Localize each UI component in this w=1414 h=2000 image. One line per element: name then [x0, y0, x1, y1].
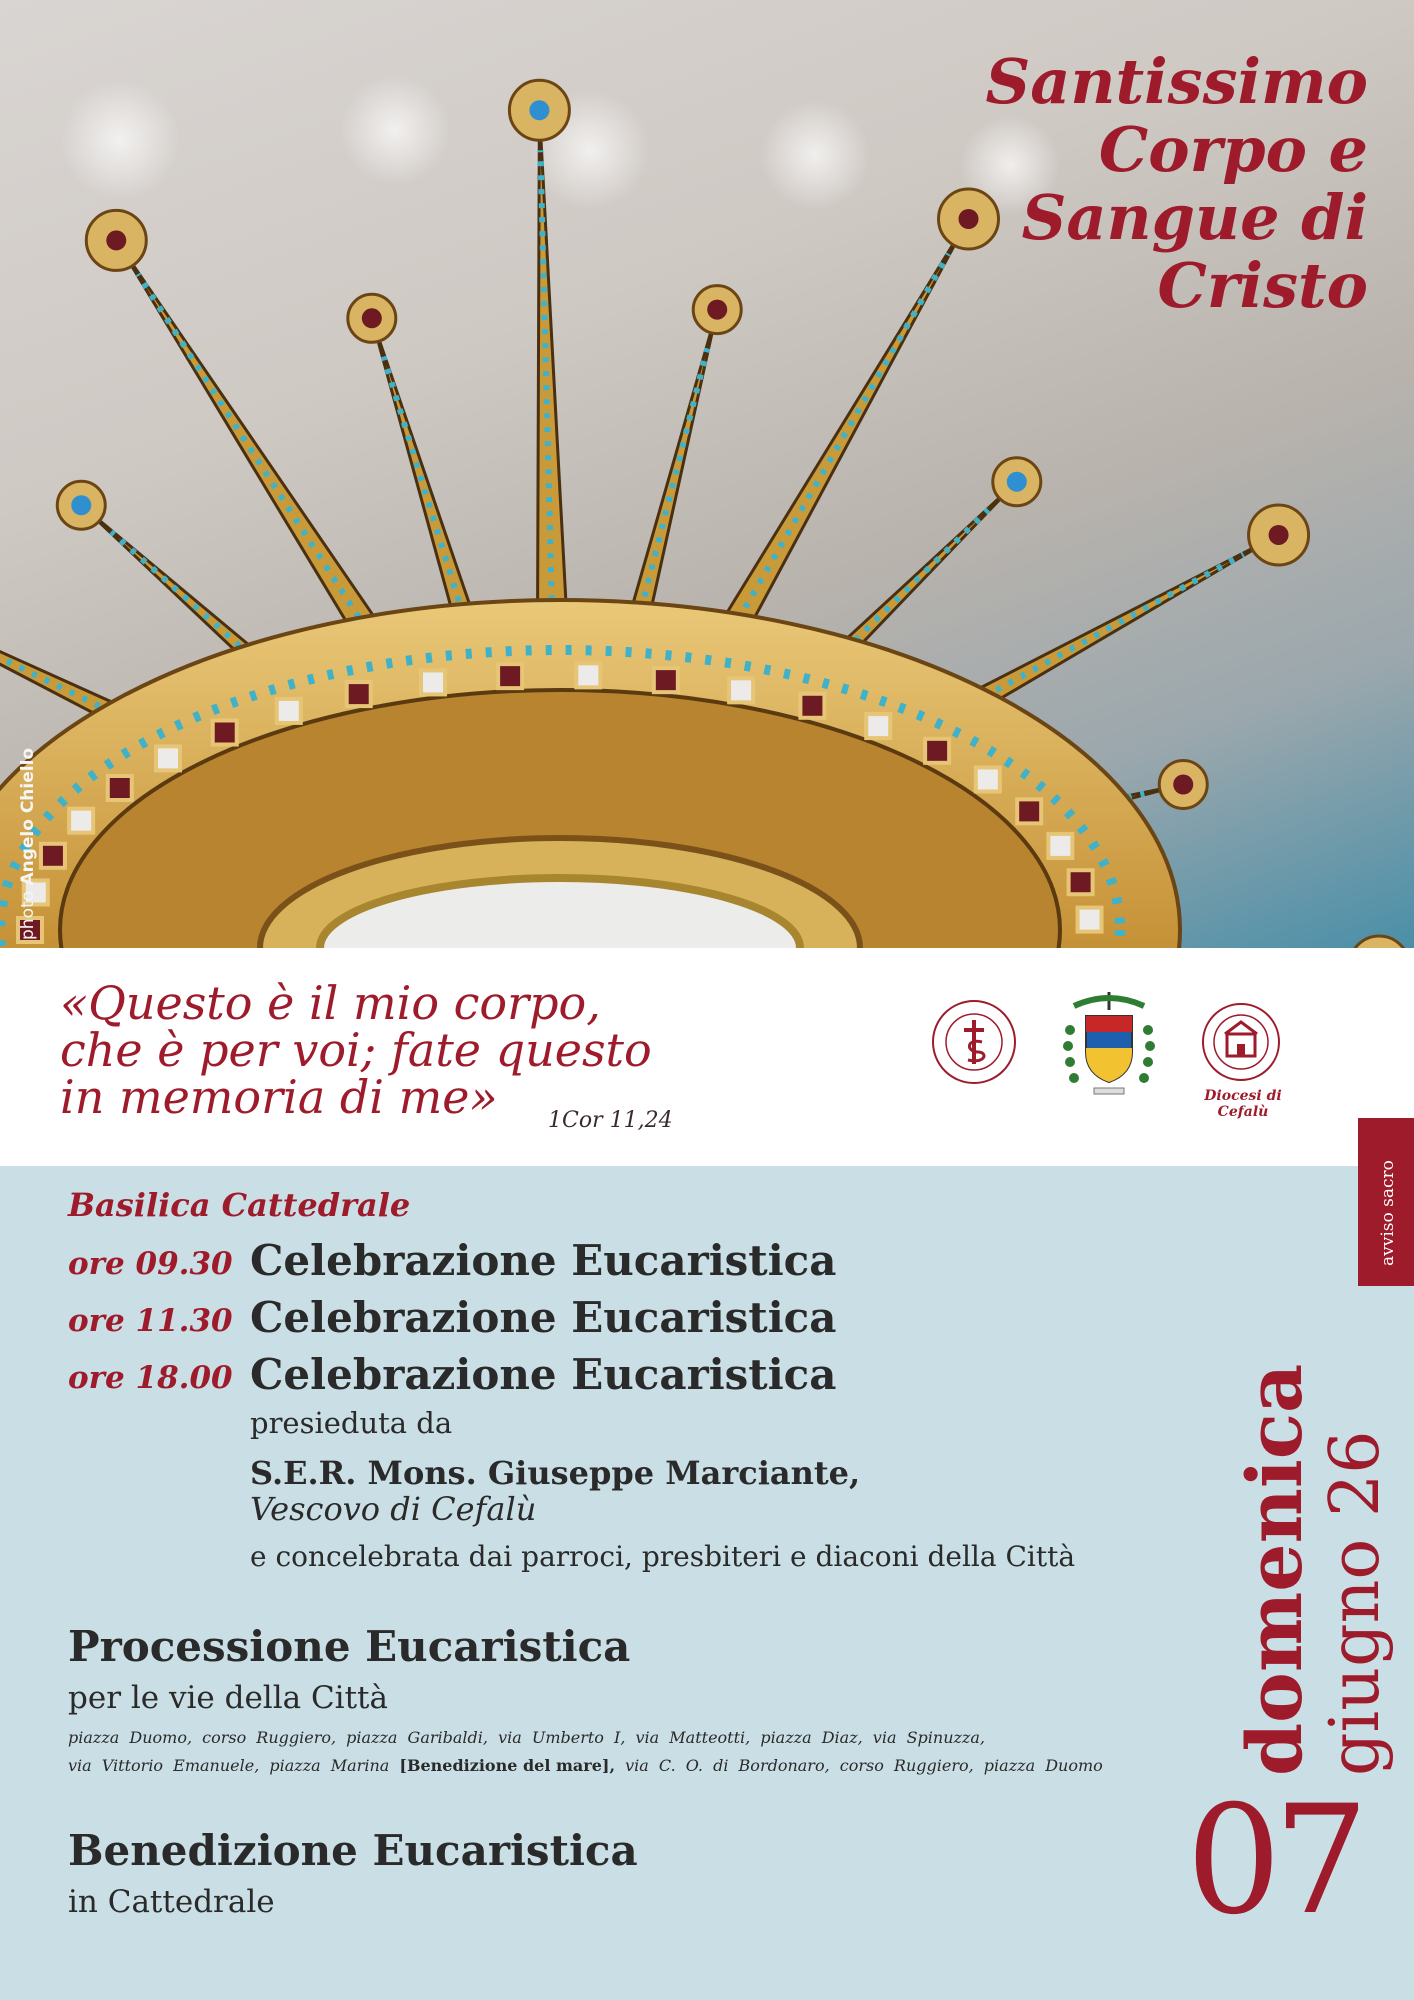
- photo-credit: photo Angelo Chiello: [18, 747, 38, 940]
- date-weekday: domenica: [1230, 1363, 1319, 1776]
- hero-photo: [0, 0, 1414, 948]
- mass-label: Celebrazione Eucaristica: [250, 1236, 837, 1285]
- mass-row: [68, 1293, 868, 1349]
- benediction-subtitle: in Cattedrale: [68, 1884, 275, 1920]
- mass-label: Celebrazione Eucaristica: [250, 1350, 837, 1399]
- concelebrated-text: e concelebrata dai parroci, presbiteri e diaconi della Città: [250, 1540, 1076, 1573]
- mass-row: [68, 1236, 868, 1292]
- procession-title: Processione Eucaristica: [68, 1622, 631, 1671]
- mass-time: ore 18.00: [68, 1360, 233, 1396]
- date-month-day: giugno 26: [1316, 1430, 1395, 1776]
- mass-time: ore 09.30: [68, 1246, 233, 1282]
- mass-label: Celebrazione Eucaristica: [250, 1293, 837, 1342]
- bishop-role: Vescovo di Cefalù: [250, 1490, 537, 1528]
- avviso-sacro-label: avviso sacro: [1378, 1160, 1398, 1266]
- presided-by-text: presieduta da: [250, 1406, 453, 1440]
- feast-title: Santissimo Corpo e Sangue di Cristo: [985, 45, 1368, 322]
- bishop-name: S.E.R. Mons. Giuseppe Marciante,: [250, 1454, 861, 1492]
- scripture-quote: «Questo è il mio corpo, che è per voi; fate questo in memoria di me»: [60, 976, 652, 1124]
- mass-row: [68, 1350, 868, 1406]
- quote-band: [0, 948, 1414, 1166]
- mass-time: ore 11.30: [68, 1303, 233, 1339]
- diocese-seal-icon: [1196, 1000, 1286, 1100]
- bishop-coat-of-arms-icon: [1062, 986, 1156, 1106]
- venue-label: Basilica Cattedrale: [68, 1186, 411, 1224]
- event-info-panel: [0, 1160, 1414, 2000]
- sea-blessing-note: [Benedizione del mare],: [399, 1756, 616, 1775]
- date-number: 07: [1186, 1774, 1361, 1948]
- avviso-sacro-tab: [1358, 1118, 1414, 1286]
- basilica-cathedral-seal-icon: [930, 998, 1018, 1086]
- procession-route-line: piazza Duomo, corso Ruggiero, piazza Garibaldi, via Umberto I, via Matteotti, piazza Diaz, via Spinuzza,: [68, 1728, 985, 1747]
- diocese-caption: Diocesi di Cefalù: [1204, 1088, 1282, 1120]
- procession-subtitle: per le vie della Città: [68, 1680, 388, 1716]
- scripture-reference: 1Cor 11,24: [548, 1108, 673, 1133]
- procession-route-line: via Vittorio Emanuele, piazza Marina [Benedizione del mare], via C. O. di Bordonaro, corso Ruggiero, piazza Duomo: [68, 1756, 1103, 1775]
- benediction-title: Benedizione Eucaristica: [68, 1826, 638, 1875]
